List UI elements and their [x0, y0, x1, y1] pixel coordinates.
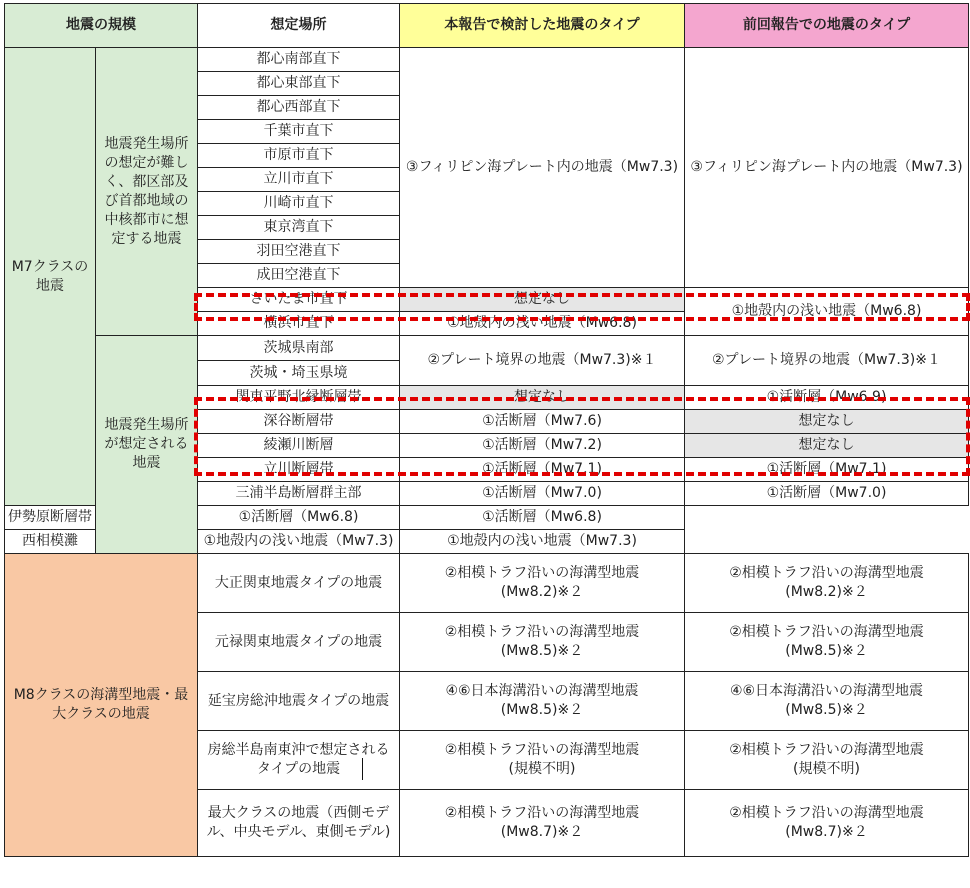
place-cell: 成田空港直下 [198, 264, 400, 288]
place-cell: 立川市直下 [198, 168, 400, 192]
place-cell: 横浜市直下 [198, 312, 400, 336]
place-cell: 東京湾直下 [198, 216, 400, 240]
place-cell: 西相模灘 [5, 530, 96, 554]
prev-cell: 想定なし [685, 434, 969, 458]
ibaraki-this: ②プレート境界の地震（Mw7.3)※１ [400, 336, 685, 386]
table-row [5, 554, 969, 613]
this-cell [400, 554, 685, 613]
prev-cell: ①活断層（Mw7.1) [685, 458, 969, 482]
this-cell [400, 790, 685, 857]
table-row [5, 48, 969, 72]
prev-cell [685, 613, 969, 672]
place-cell: 大正関東地震タイプの地震 [198, 554, 400, 613]
header-prev-report: 前回報告での地震のタイプ [685, 4, 969, 48]
place-cell: 元禄関東地震タイプの地震 [198, 613, 400, 672]
place-cell: 三浦半島断層群主部 [198, 482, 400, 506]
philippine-this: ③フィリピン海プレート内の地震（Mw7.3) [400, 48, 685, 288]
place-cell: 房総半島南東沖で想定されるタイプの地震 [198, 731, 400, 790]
this-cell: 想定なし [400, 386, 685, 410]
this-line1: ②相模トラフ沿いの海溝型地震 [444, 742, 640, 758]
prev-cell: ①活断層（Mw6.9) [685, 386, 969, 410]
this-cell: ①活断層（Mw6.8) [198, 506, 400, 530]
this-line1: ④⑥日本海溝沿いの海溝型地震 [445, 683, 639, 699]
place-cell: 延宝房総沖地震タイプの地震 [198, 672, 400, 731]
place-cell: 茨城県南部 [198, 336, 400, 361]
this-cell [400, 731, 685, 790]
this-cell: ①活断層（Mw7.0) [400, 482, 685, 506]
place-cell: さいたま市直下 [198, 288, 400, 312]
group-m7-sub2: 地震発生場所が想定される地震 [96, 336, 198, 554]
this-line1: ②相模トラフ沿いの海溝型地震 [444, 805, 640, 821]
this-cell: ①活断層（Mw7.2) [400, 434, 685, 458]
place-cell: 川崎市直下 [198, 192, 400, 216]
prev-cell: ①地殻内の浅い地震（Mw7.3) [400, 530, 685, 554]
place-cell: 綾瀬川断層 [198, 434, 400, 458]
prev-line2: (Mw8.2)※２ [785, 584, 868, 600]
earthquake-comparison-table [4, 3, 969, 857]
header-this-report: 本報告で検討した地震のタイプ [400, 4, 685, 48]
prev-cell [685, 790, 969, 857]
prev-cell [685, 731, 969, 790]
this-line2: (Mw8.5)※２ [500, 643, 584, 659]
place-cell: 関東平野北縁断層帯 [198, 386, 400, 410]
place-cell: 伊勢原断層帯 [5, 506, 96, 530]
yokohama-this: ①地殻内の浅い地震（Mw6.8) [400, 312, 685, 336]
group-m8: M8クラスの海溝型地震・最大クラスの地震 [5, 554, 198, 857]
this-cell [400, 672, 685, 731]
prev-cell [685, 672, 969, 731]
prev-line1: ②相模トラフ沿いの海溝型地震 [729, 565, 924, 581]
text-cursor [362, 758, 363, 780]
philippine-prev: ③フィリピン海プレート内の地震（Mw7.3) [685, 48, 969, 288]
prev-cell: ①活断層（Mw7.0) [685, 482, 969, 506]
place-cell: 羽田空港直下 [198, 240, 400, 264]
earthquake-comparison-table-wrapper [4, 3, 969, 857]
prev-line1: ②相模トラフ沿いの海溝型地震 [729, 805, 924, 821]
prev-line2: (Mw8.7)※２ [785, 824, 868, 840]
place-cell: 都心西部直下 [198, 96, 400, 120]
prev-line1: ②相模トラフ沿いの海溝型地震 [729, 742, 924, 758]
table-row [5, 336, 969, 361]
this-line2: (Mw8.5)※２ [500, 702, 584, 718]
this-cell: ①活断層（Mw7.1) [400, 458, 685, 482]
this-line2: (Mw8.7)※２ [500, 824, 584, 840]
this-cell [400, 613, 685, 672]
place-cell: 市原市直下 [198, 144, 400, 168]
saitama-yokohama-prev: ①地殻内の浅い地震（Mw6.8) [685, 288, 969, 336]
place-cell: 最大クラスの地震（西側モデル、中央モデル、東側モデル) [198, 790, 400, 857]
place-cell: 立川断層帯 [198, 458, 400, 482]
place-cell: 深谷断層帯 [198, 410, 400, 434]
place-cell: 茨城・埼玉県境 [198, 361, 400, 386]
header-scale: 地震の規模 [5, 4, 198, 48]
prev-cell [685, 554, 969, 613]
this-line2: (Mw8.2)※２ [500, 584, 584, 600]
this-line2: (規模不明) [508, 761, 576, 777]
group-m7-sub1: 地震発生場所の想定が難しく、都区部及び首都地域の中核都市に想定する地震 [96, 48, 198, 336]
this-cell: ①活断層（Mw7.6) [400, 410, 685, 434]
prev-line2: (Mw8.5)※２ [785, 643, 868, 659]
this-cell: ①地殻内の浅い地震（Mw7.3) [198, 530, 400, 554]
prev-cell: 想定なし [685, 410, 969, 434]
prev-line1: ②相模トラフ沿いの海溝型地震 [729, 624, 924, 640]
ibaraki-prev: ②プレート境界の地震（Mw7.3)※１ [685, 336, 969, 386]
place-cell: 千葉市直下 [198, 120, 400, 144]
prev-line1: ④⑥日本海溝沿いの海溝型地震 [729, 683, 924, 699]
saitama-this: 想定なし [400, 288, 685, 312]
this-line1: ②相模トラフ沿いの海溝型地震 [444, 565, 640, 581]
place-cell: 都心東部直下 [198, 72, 400, 96]
header-place: 想定場所 [198, 4, 400, 48]
prev-line2: (Mw8.5)※２ [785, 702, 868, 718]
header-row [5, 4, 969, 48]
this-line1: ②相模トラフ沿いの海溝型地震 [444, 624, 640, 640]
prev-cell: ①活断層（Mw6.8) [400, 506, 685, 530]
place-cell: 都心南部直下 [198, 48, 400, 72]
prev-line2: (規模不明) [793, 761, 860, 777]
group-m7: M7クラスの地震 [5, 48, 96, 506]
